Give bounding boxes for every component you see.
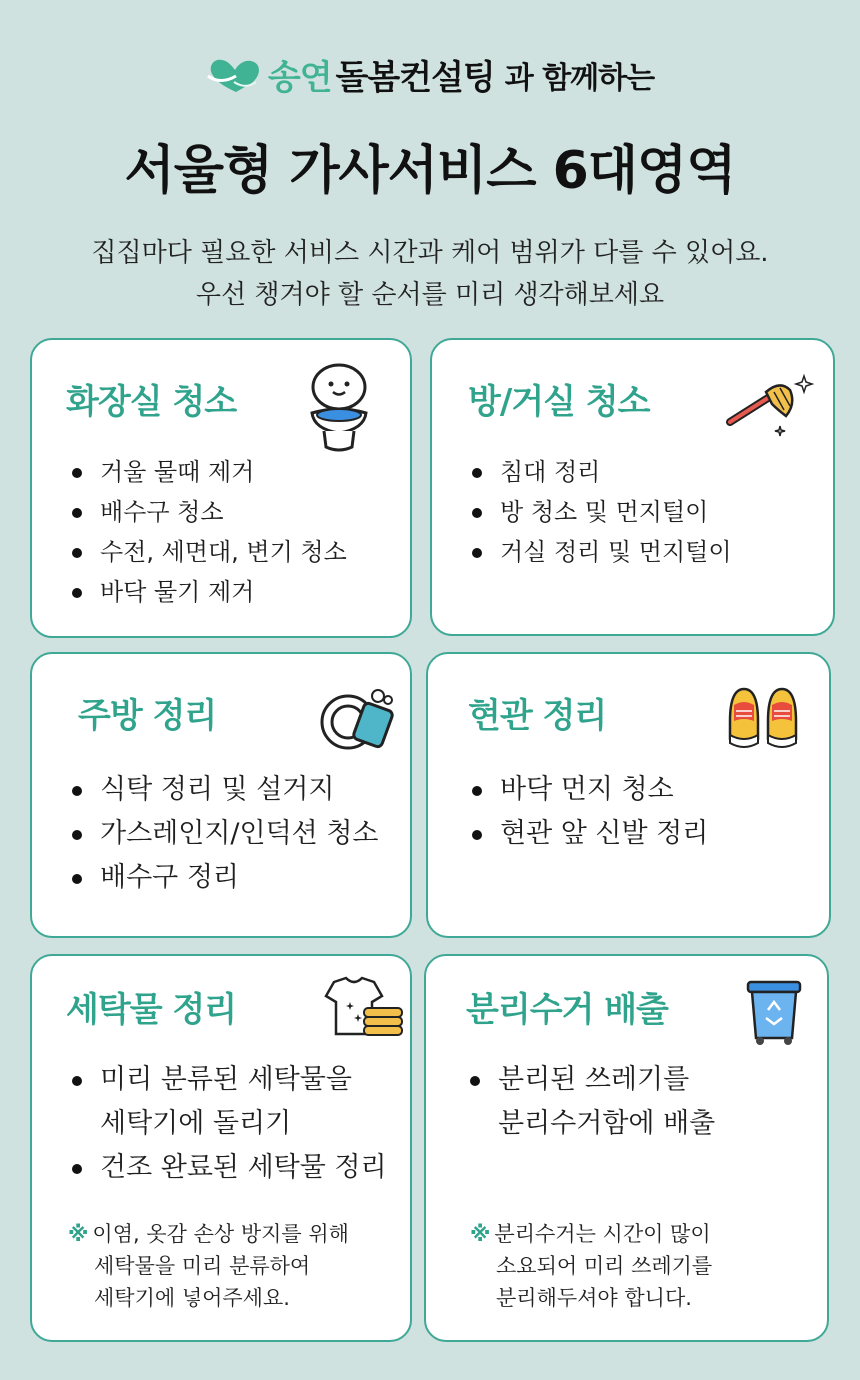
card-entrance bbox=[426, 652, 831, 938]
toilet-icon bbox=[304, 362, 374, 454]
laundry-note bbox=[68, 1218, 349, 1314]
list-item-line-2: 분리수거함에 배출 bbox=[498, 1108, 716, 1139]
note-mark: ※ bbox=[470, 1222, 491, 1246]
sneakers-icon bbox=[724, 680, 804, 752]
note-line-2: 소요되어 미리 쓰레기를 bbox=[496, 1254, 713, 1278]
list-item: 바닥 먼지 청소 bbox=[468, 768, 708, 812]
list-item-line-1: 분리된 쓰레기를 bbox=[498, 1064, 690, 1095]
list-item bbox=[68, 1058, 387, 1146]
note-line-1: 이염, 옷감 손상 방지를 위해 bbox=[92, 1222, 349, 1246]
list-item: 거울 물때 제거 bbox=[68, 452, 347, 492]
card-room bbox=[430, 338, 835, 636]
card-bathroom bbox=[30, 338, 412, 638]
list-item: 식탁 정리 및 설거지 bbox=[68, 768, 379, 812]
card-laundry bbox=[30, 954, 412, 1342]
card-list bbox=[468, 768, 708, 856]
note-line-3: 분리해두셔야 합니다. bbox=[496, 1286, 692, 1310]
card-list bbox=[68, 452, 347, 612]
recycling-note bbox=[470, 1218, 712, 1314]
card-title: 분리수거 배출 bbox=[466, 990, 668, 1030]
list-item: 건조 완료된 세탁물 정리 bbox=[68, 1146, 387, 1190]
recycle-bin-icon bbox=[744, 976, 804, 1046]
brand-suffix: 과 함께하는 bbox=[504, 60, 655, 96]
page-title: 서울형 가사서비스 6대영역 bbox=[124, 141, 736, 201]
card-list bbox=[468, 452, 732, 572]
card-list bbox=[466, 1058, 715, 1146]
card-kitchen bbox=[30, 652, 412, 938]
card-list bbox=[68, 1058, 387, 1190]
list-item-line-1: 미리 분류된 세탁물을 bbox=[100, 1064, 352, 1095]
list-item: 침대 정리 bbox=[468, 452, 732, 492]
card-title: 방/거실 청소 bbox=[468, 382, 650, 422]
subtitle-line-2: 우선 챙겨야 할 순서를 미리 생각해보세요 bbox=[195, 280, 665, 310]
list-item bbox=[466, 1058, 715, 1146]
list-item-line-2: 세탁기에 돌리기 bbox=[100, 1108, 292, 1139]
card-title: 세탁물 정리 bbox=[66, 990, 237, 1030]
list-item: 수전, 세면대, 변기 청소 bbox=[68, 532, 347, 572]
brand-line bbox=[0, 50, 860, 99]
mop-icon bbox=[724, 370, 814, 440]
subtitle-line-1: 집집마다 필요한 서비스 시간과 케어 범위가 다를 수 있어요. bbox=[91, 238, 769, 268]
list-item: 현관 앞 신발 정리 bbox=[468, 812, 708, 856]
list-item: 배수구 정리 bbox=[68, 856, 379, 900]
list-item: 배수구 청소 bbox=[68, 492, 347, 532]
card-title: 현관 정리 bbox=[468, 696, 607, 736]
note-mark: ※ bbox=[68, 1222, 89, 1246]
note-line-1: 분리수거는 시간이 많이 bbox=[494, 1222, 711, 1246]
card-title: 화장실 청소 bbox=[66, 382, 237, 422]
note-line-3: 세탁기에 넣어주세요. bbox=[94, 1286, 290, 1310]
page-subtitle bbox=[0, 232, 860, 316]
list-item: 바닥 물기 제거 bbox=[68, 572, 347, 612]
shirt-towels-icon bbox=[320, 974, 406, 1040]
dish-sponge-icon bbox=[318, 684, 398, 754]
card-recycling bbox=[424, 954, 829, 1342]
brand-heart-logo-icon bbox=[206, 52, 264, 98]
brand-name-primary: 송연 bbox=[267, 58, 332, 98]
card-list bbox=[68, 768, 379, 900]
list-item: 방 청소 및 먼지털이 bbox=[468, 492, 732, 532]
list-item: 거실 정리 및 먼지털이 bbox=[468, 532, 732, 572]
list-item: 가스레인지/인덕션 청소 bbox=[68, 812, 379, 856]
brand-name-secondary: 돌봄컨설팅 bbox=[335, 58, 495, 98]
note-line-2: 세탁물을 미리 분류하여 bbox=[94, 1254, 311, 1278]
card-title: 주방 정리 bbox=[78, 696, 217, 736]
